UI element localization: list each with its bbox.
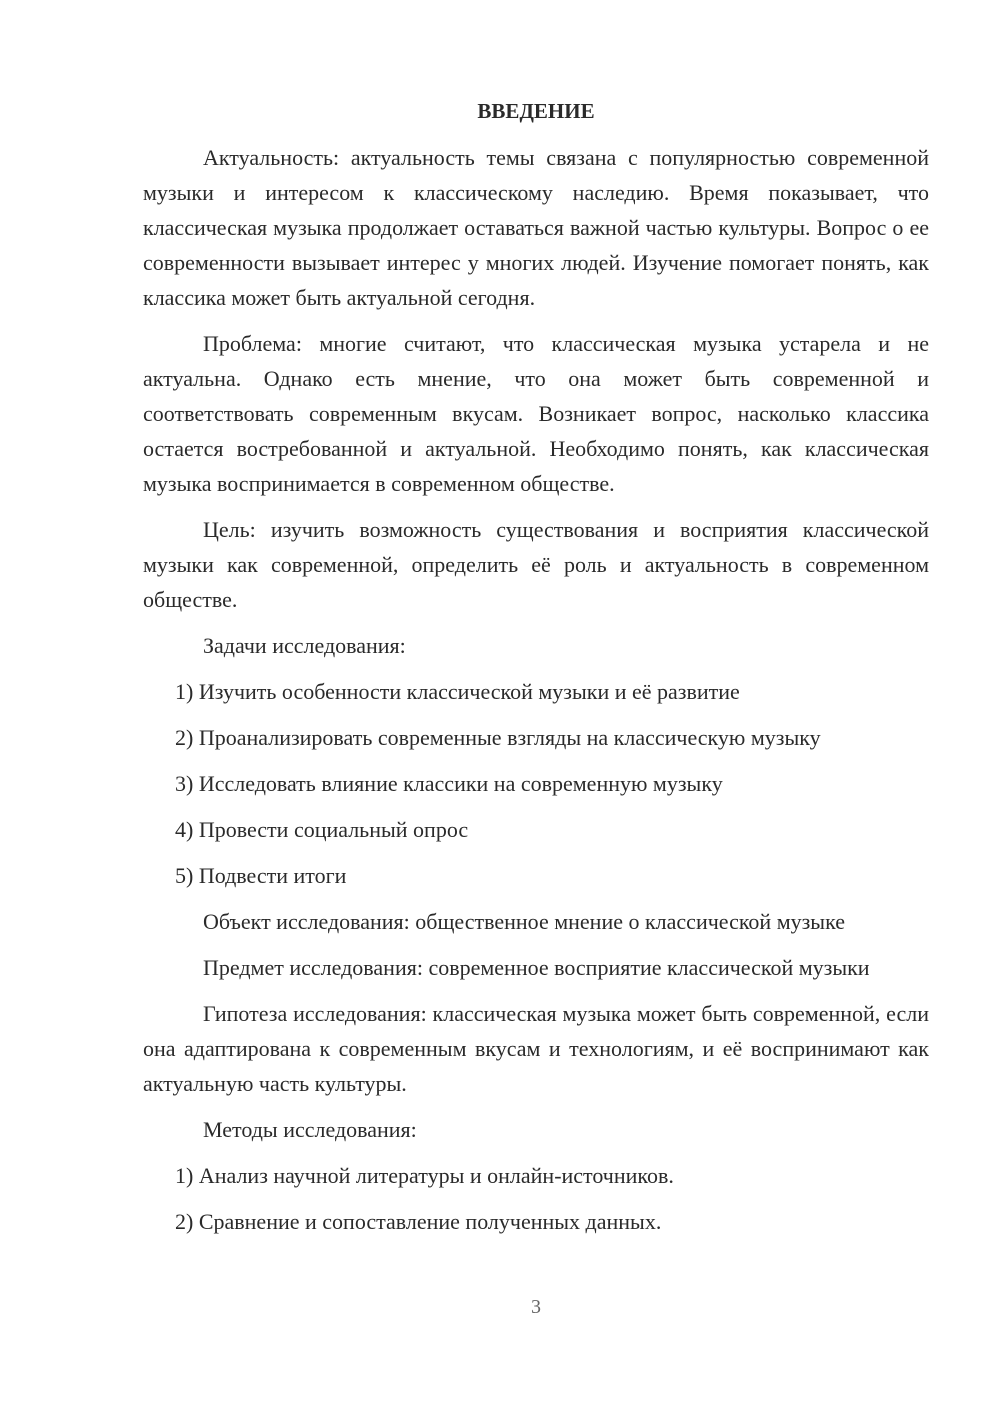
relevance-paragraph: Актуальность: актуальность темы связана с популярностью современной музыки и интересом к классическому наследию. Время показывает, что классическая музыка продолжает оставаться важной частью культуры. Вопрос о ее современности вызывает интерес у многих людей. Изучение помогает понять, как классика может быть актуальной сегодня. (143, 145, 929, 310)
methods-heading: Методы исследования: (203, 1117, 417, 1142)
task-item: 3) Исследовать влияние классики на современную музыку (175, 771, 723, 796)
document-body (143, 94, 929, 1250)
page-number: 3 (531, 1296, 541, 1318)
hypothesis-paragraph: Гипотеза исследования: классическая музыка может быть современной, если она адаптирована к современным вкусам и технологиям, и её воспринимают как актуальную часть культуры. (143, 1001, 929, 1096)
subject-paragraph: Предмет исследования: современное восприятие классической музыки (203, 955, 870, 980)
task-item: 5) Подвести итоги (175, 863, 347, 888)
task-item: 4) Провести социальный опрос (175, 817, 469, 842)
goal-paragraph: Цель: изучить возможность существования и восприятия классической музыки как современной, определить её роль и актуальность в современном обществе. (143, 517, 929, 612)
section-title: ВВЕДЕНИЕ (477, 99, 595, 123)
task-item: 2) Проанализировать современные взгляды на классическую музыку (175, 725, 821, 750)
method-item: 2) Сравнение и сопоставление полученных данных. (175, 1209, 662, 1234)
object-paragraph: Объект исследования: общественное мнение о классической музыке (203, 909, 845, 934)
method-item: 1) Анализ научной литературы и онлайн-источников. (175, 1163, 674, 1188)
task-item: 1) Изучить особенности классической музыки и её развитие (175, 679, 740, 704)
problem-paragraph: Проблема: многие считают, что классическая музыка устарела и не актуальна. Однако есть мнение, что она может быть современной и соответствовать современным вкусам. Возникает вопрос, насколько классика остается востребованной и актуальной. Необходимо понять, как классическая музыка воспринимается в современном обществе. (143, 331, 929, 496)
tasks-heading: Задачи исследования: (203, 633, 406, 658)
